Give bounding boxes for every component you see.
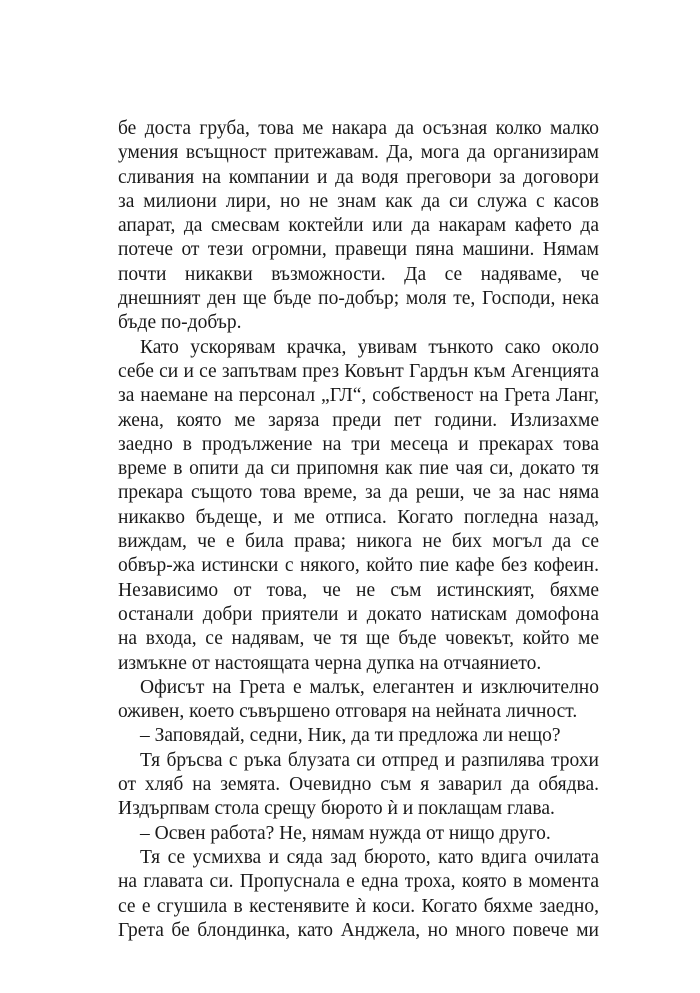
text-line: се е сгушила в кестенявите ѝ коси. Когато бяхме заедно, bbox=[118, 895, 599, 917]
text-line: Грета бе блондинка, като Анджела, но много повече ми bbox=[118, 919, 599, 941]
text-line: време в опити да си припомня как пие чая си, докато тя bbox=[118, 458, 599, 480]
text-line: оживен, което съвършено отговаря на нейната личност. bbox=[118, 701, 578, 723]
text-line: днешният ден ще бъде по-добър; моля те, Господи, нека bbox=[118, 288, 599, 310]
text-line: за милиони лири, но не знам как да си служа с касов bbox=[118, 190, 599, 212]
text-line: умения всъщност притежавам. Да, мога да организирам bbox=[118, 142, 599, 164]
text-line: – Освен работа? Не, нямам нужда от нищо друго. bbox=[140, 822, 551, 844]
text-line: себе си и се запътвам през Ковънт Гардън към Агенцията bbox=[118, 360, 599, 382]
text-line: от хляб на земята. Очевидно съм я заварил да обядва. bbox=[118, 774, 599, 796]
text-line: жена, която ме заряза преди пет години. Излизахме bbox=[118, 409, 599, 431]
text-line: Независимо от това, че не съм истинският, бяхме bbox=[118, 579, 599, 601]
text-line: Офисът на Грета е малък, елегантен и изключително bbox=[140, 676, 599, 698]
text-line: заедно в продължение на три месеца и прекарах това bbox=[118, 433, 599, 455]
text-line: останали добри приятели и докато натискам домофона bbox=[118, 603, 599, 625]
text-line: Издърпвам стола срещу бюрото ѝ и поклащам глава. bbox=[118, 798, 555, 820]
text-line: обвър-жа истински с някого, който пие кафе без кофеин. bbox=[118, 555, 599, 577]
text-line: почти никакви възможности. Да се надяваме, че bbox=[118, 263, 599, 285]
text-line: на входа, се надявам, че тя ще бъде човекът, който ме bbox=[118, 628, 599, 650]
text-line: измъкне от настоящата черна дупка на отчаянието. bbox=[118, 652, 542, 674]
text-line: бе доста груба, това ме накара да осъзная колко малко bbox=[118, 118, 599, 139]
text-line: Като ускорявам крачка, увивам тънкото сако около bbox=[140, 336, 599, 358]
text-line: на главата си. Пропуснала е една троха, която в момента bbox=[118, 871, 599, 893]
text-line: апарат, да смесвам коктейли или да накарам кафето да bbox=[118, 215, 599, 237]
text-line: за наемане на персонал „ГЛ“, собственост на Грета Ланг, bbox=[118, 385, 599, 407]
text-line: виждам, че е била права; никога не бих могъл да се bbox=[118, 531, 599, 553]
text-line: Тя се усмихва и сяда зад бюрото, като вдига очилата bbox=[140, 846, 599, 868]
text-line: – Заповядай, седни, Ник, да ти предложа ли нещо? bbox=[140, 725, 561, 747]
body-text bbox=[118, 117, 599, 943]
text-line: прекара същото това време, за да реши, че за нас няма bbox=[118, 482, 599, 504]
text-line: бъде по-добър. bbox=[118, 312, 242, 334]
text-line: никакво бъдеще, и ме отписа. Когато погледна назад, bbox=[118, 506, 599, 528]
text-line: потече от тези огромни, правещи пяна машини. Нямам bbox=[118, 239, 599, 261]
text-line: Тя бръсва с ръка блузата си отпред и разпилява трохи bbox=[140, 749, 599, 771]
text-line: сливания на компании и да водя преговори за договори bbox=[118, 166, 599, 188]
